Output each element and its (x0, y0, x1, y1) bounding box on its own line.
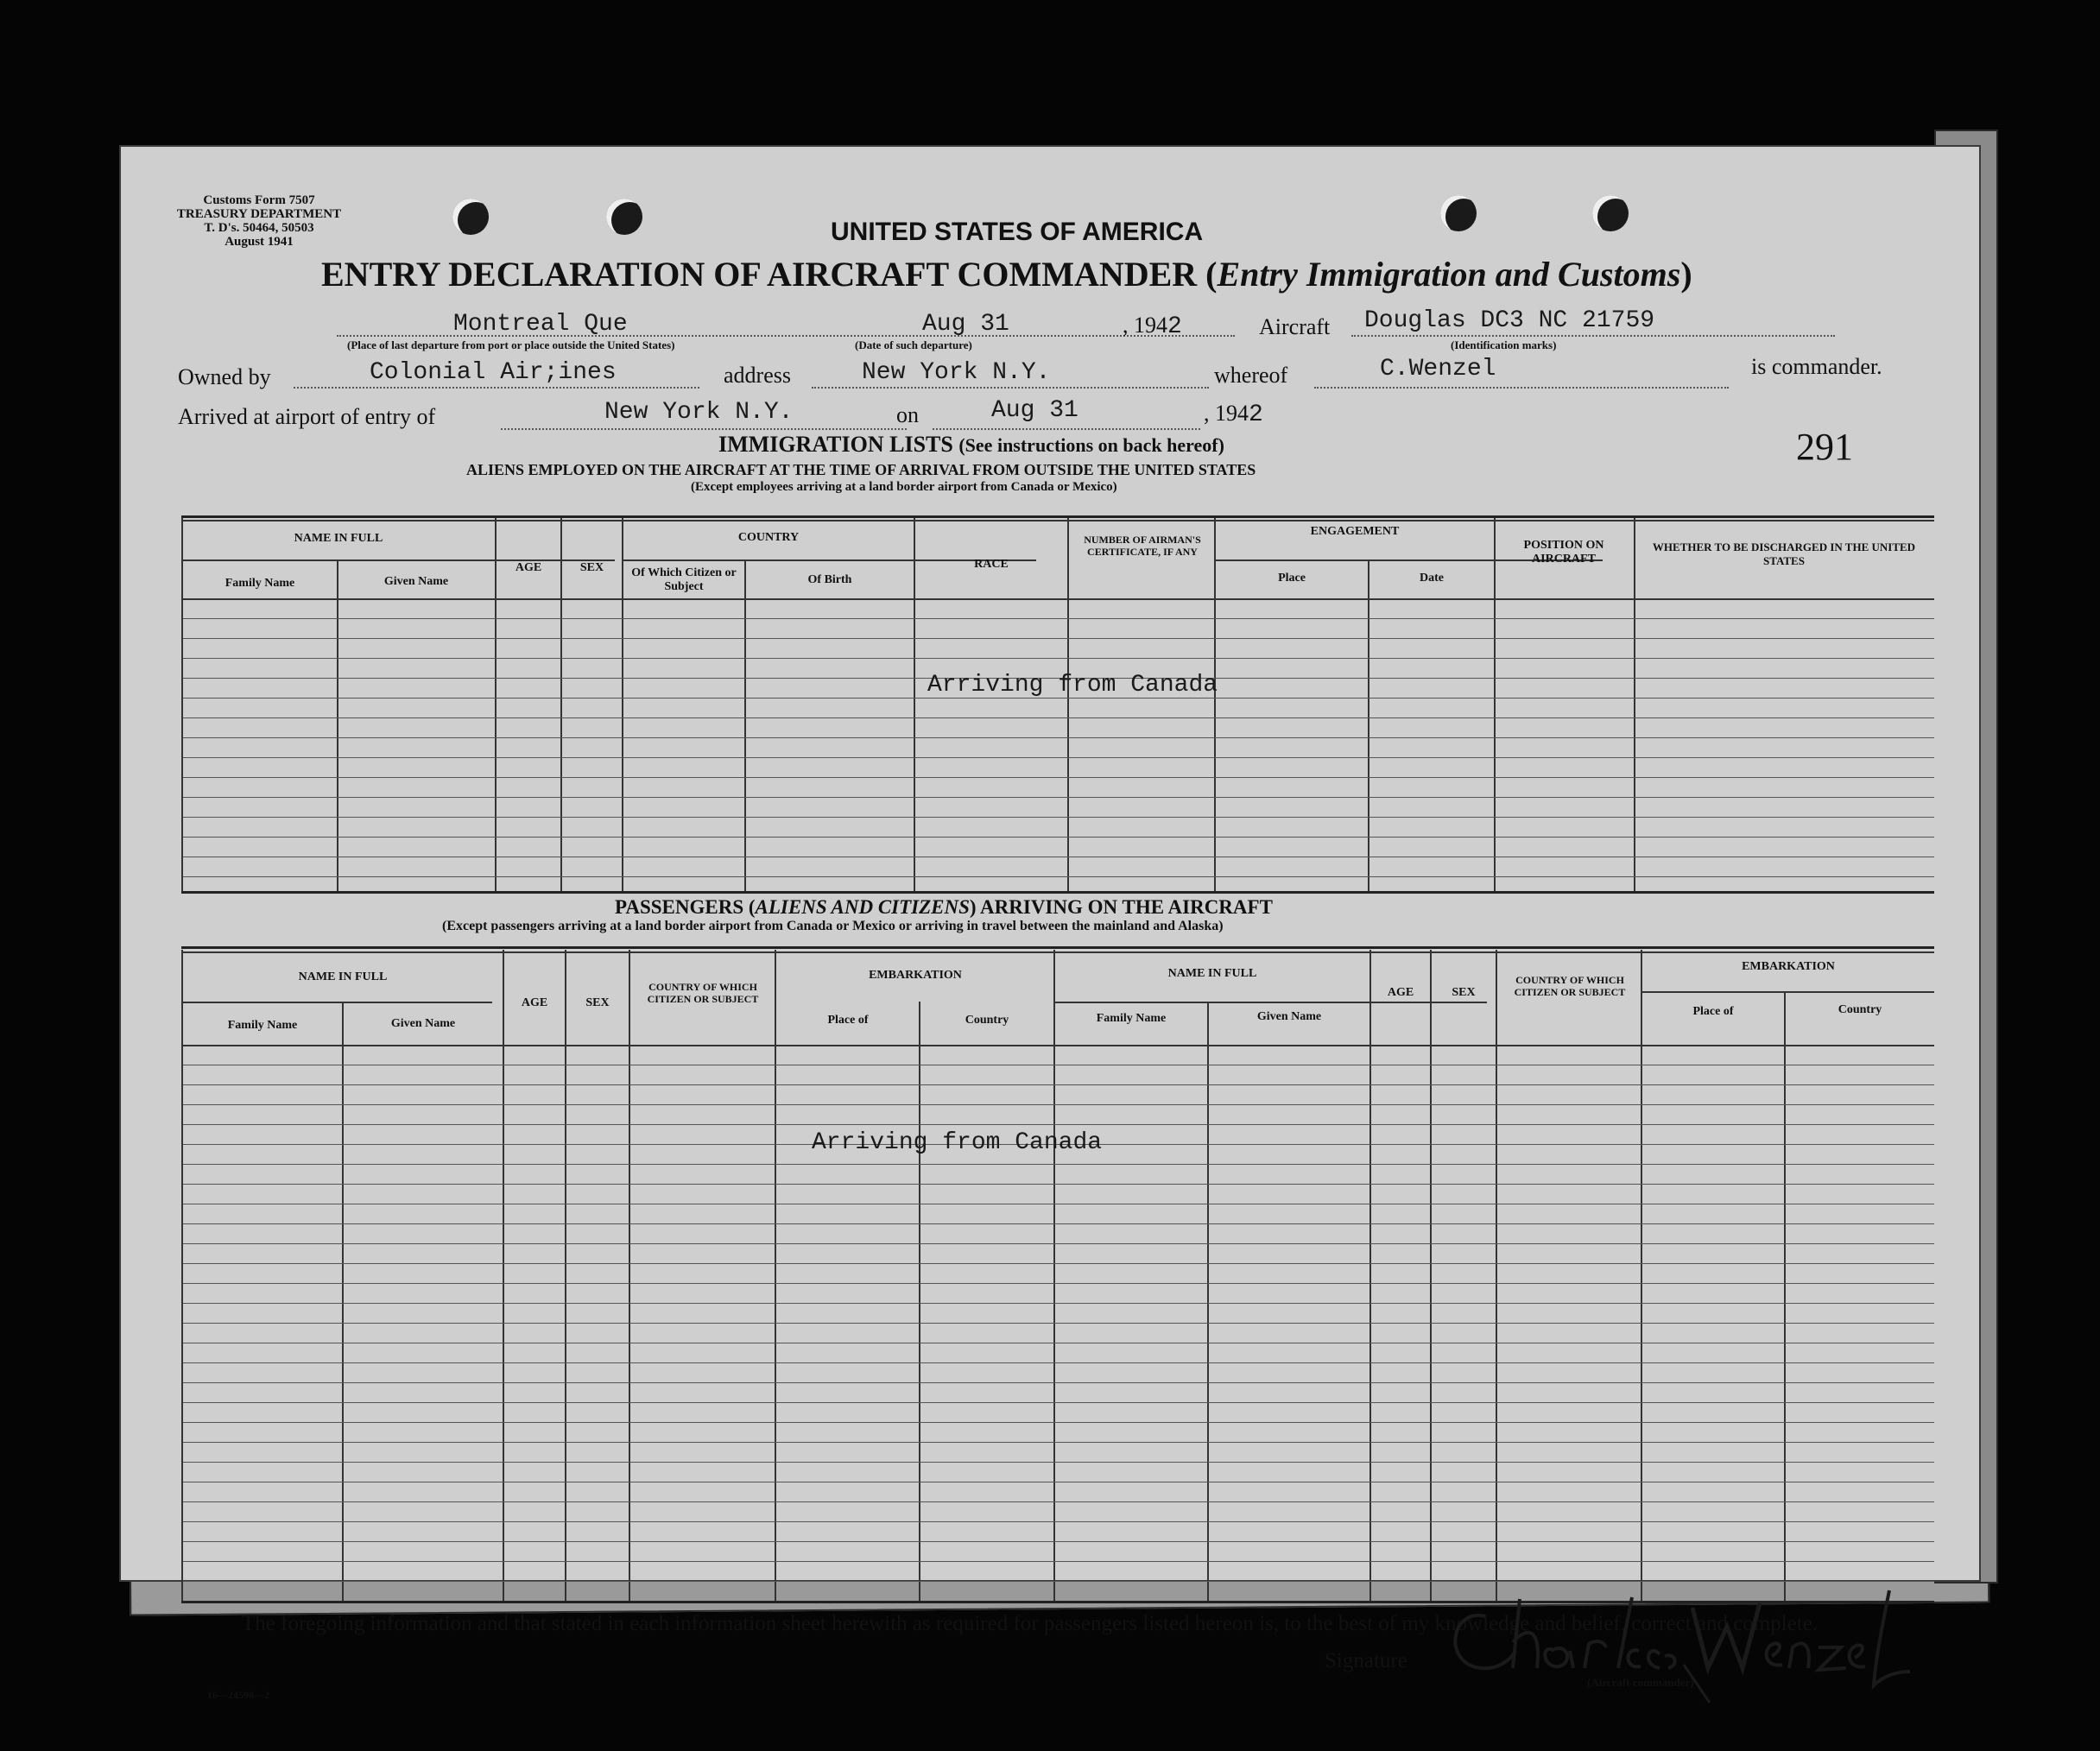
passengers-title-italic: ALIENS AND CITIZENS (755, 896, 970, 918)
col-passenger-embarkation: EMBARKATION (869, 969, 962, 982)
year-prefix: , 194 (1123, 313, 1167, 338)
arrived-airport-value: New York N.Y. (604, 399, 794, 426)
col-passenger-family-name: Family Name (227, 1019, 298, 1032)
col-passenger-age-2: AGE (1387, 986, 1414, 999)
col-country: COUNTRY (737, 531, 800, 544)
passengers-title-pre: PASSENGERS ( (615, 896, 756, 918)
col-passenger-name-in-full-2: NAME IN FULL (1167, 967, 1257, 980)
passengers-note: (Except passengers arriving at a land border airport from Canada or Mexico or arriving in travel between the mainland and Alaska) (442, 919, 1224, 933)
handwritten-signature (1433, 1582, 1917, 1711)
departure-date-value: Aug 31 (922, 311, 1009, 338)
col-age: AGE (515, 561, 542, 574)
entry-declaration-sheet (119, 145, 1981, 1701)
col-passenger-given-name-2: Given Name (1256, 1010, 1322, 1023)
col-position: POSITION ON AIRCRAFT (1523, 539, 1604, 566)
col-date: Date (1420, 572, 1444, 585)
col-passenger-family-name-2: Family Name (1096, 1012, 1167, 1025)
departure-place-value: Montreal Que (453, 311, 628, 338)
form-title-main: ENTRY DECLARATION OF AIRCRAFT COMMANDER ( (321, 255, 1218, 294)
year-digit: 2 (1167, 313, 1182, 340)
department: TREASURY DEPARTMENT (176, 207, 342, 221)
col-passenger-place-of: Place of (827, 1014, 869, 1027)
aliens-section-note: (Except employees arriving at a land border airport from Canada or Mexico) (691, 480, 1117, 494)
country-heading: UNITED STATES OF AMERICA (831, 218, 1204, 246)
col-discharged: WHETHER TO BE DISCHARGED IN THE UNITED STATES (1652, 540, 1916, 567)
col-family-name: Family Name (225, 577, 295, 590)
col-name-in-full: NAME IN FULL (294, 532, 383, 545)
col-passenger-embarkation-2: EMBARKATION (1742, 960, 1835, 973)
passengers-title-post: ) ARRIVING ON THE AIRCRAFT (969, 896, 1273, 918)
col-passenger-country-2: Country (1838, 1003, 1882, 1016)
form-title-close: ) (1680, 255, 1692, 294)
immigration-title: IMMIGRATION LISTS (718, 432, 953, 457)
aliens-entry: Arriving from Canada (927, 672, 1218, 699)
arrived-year-prefix: , 194 (1204, 401, 1249, 426)
passengers-entry: Arriving from Canada (812, 1129, 1103, 1156)
col-passenger-citizen: COUNTRY OF WHICH CITIZEN OR SUBJECT (647, 981, 759, 1005)
on-label: on (896, 402, 919, 427)
col-passenger-citizen-2: COUNTRY OF WHICH CITIZEN OR SUBJECT (1514, 974, 1626, 998)
immigration-note: (See instructions on back hereof) (958, 434, 1224, 456)
col-citizen: Of Which Citizen or Subject (631, 566, 737, 593)
arrived-date-value: Aug 31 (991, 397, 1078, 424)
col-birth: Of Birth (807, 573, 852, 586)
passengers-table (121, 147, 1979, 1615)
signature-label: Signature (1325, 1649, 1407, 1672)
col-passenger-name-in-full: NAME IN FULL (298, 970, 388, 983)
page-number: 291 (1796, 426, 1853, 468)
col-passenger-age: AGE (521, 996, 548, 1009)
arrived-year-digit: 2 (1249, 401, 1263, 428)
aircraft-caption: (Identification marks) (1451, 338, 1557, 351)
aircraft-label: Aircraft (1259, 314, 1331, 339)
td-references: T. D's. 50464, 50503 (204, 221, 314, 235)
owned-by-label: Owned by (178, 364, 271, 389)
address-value: New York N.Y. (862, 359, 1051, 386)
col-certificate: NUMBER OF AIRMAN'S CERTIFICATE, IF ANY (1084, 534, 1201, 558)
commander-suffix: is commander. (1751, 354, 1882, 379)
col-given-name: Given Name (383, 575, 449, 588)
print-code: 16—24598—2 (207, 1689, 269, 1701)
owned-by-value: Colonial Air;ines (370, 359, 617, 386)
col-passenger-place-of-2: Place of (1692, 1005, 1734, 1018)
form-title-italic: Entry Immigration and Customs (1217, 255, 1681, 294)
col-passenger-sex: SEX (585, 996, 610, 1009)
departure-caption: (Place of last departure from port or place outside the United States) (347, 338, 675, 351)
date-caption: (Date of such departure) (855, 338, 972, 351)
col-sex: SEX (579, 561, 604, 574)
form-date: August 1941 (225, 235, 294, 249)
certification-statement: The foregoing information and that stated in each information sheet herewith as required for passengers listed hereon is, to the best of my knowledge and belief, correct and complete. (242, 1612, 1819, 1635)
col-passenger-country: Country (965, 1014, 1009, 1027)
arrived-label: Arrived at airport of entry of (178, 404, 436, 429)
commander-value: C.Wenzel (1380, 356, 1496, 382)
col-passenger-given-name: Given Name (390, 1017, 456, 1030)
whereof-label: whereof (1214, 363, 1288, 388)
signature-caption: (Aircraft commander) (1587, 1676, 1694, 1689)
col-engagement: ENGAGEMENT (1310, 525, 1400, 538)
col-place: Place (1278, 572, 1306, 585)
col-passenger-sex-2: SEX (1452, 986, 1476, 999)
address-label: address (724, 363, 791, 388)
aircraft-value: Douglas DC3 NC 21759 (1364, 307, 1655, 334)
form-number: Customs Form 7507 (203, 193, 315, 207)
col-race: RACE (974, 558, 1009, 571)
aliens-section-title: ALIENS EMPLOYED ON THE AIRCRAFT AT THE TIME OF ARRIVAL FROM OUTSIDE THE UNITED STATES (466, 461, 1256, 478)
